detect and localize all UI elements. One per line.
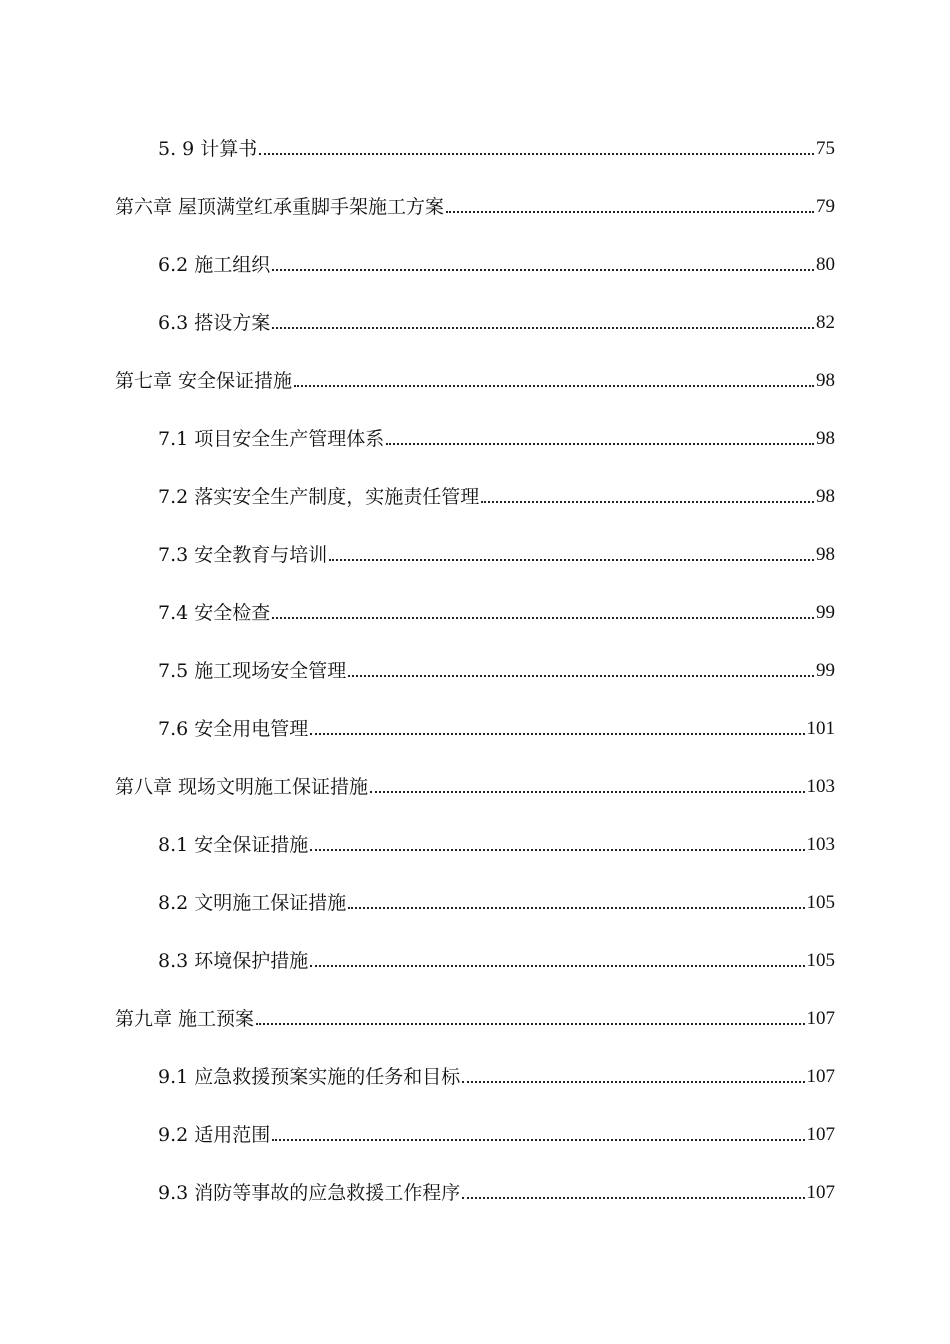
- toc-page-number: 98: [816, 428, 835, 449]
- toc-entry-title: 7.2 落实安全生产制度，实施责任管理: [158, 486, 480, 508]
- toc-dot-leader: [310, 849, 804, 851]
- toc-dot-leader: [370, 791, 804, 793]
- toc-entry-title: 7.4 安全检查: [158, 602, 271, 624]
- toc-entry-title: 7.6 安全用电管理: [158, 718, 309, 740]
- toc-entry-title: 第六章 屋顶满堂红承重脚手架施工方案: [115, 196, 445, 218]
- toc-dot-leader: [462, 1081, 804, 1083]
- toc-page-number: 105: [806, 950, 835, 971]
- toc-dot-leader: [272, 327, 814, 329]
- toc-entry-9-1[interactable]: [158, 1061, 835, 1089]
- toc-entry-title: 第七章 安全保证措施: [115, 370, 293, 392]
- toc-page-number: 103: [806, 834, 835, 855]
- toc-entry-6-3[interactable]: [158, 307, 835, 335]
- toc-dot-leader: [259, 153, 814, 155]
- toc-dot-leader: [348, 907, 804, 909]
- toc-entry-9-2[interactable]: [158, 1119, 835, 1147]
- toc-dot-leader: [310, 733, 804, 735]
- toc-dot-leader: [272, 617, 814, 619]
- toc-dot-leader: [272, 1139, 804, 1141]
- toc-dot-leader: [310, 965, 804, 967]
- toc-page-number: 98: [816, 544, 835, 565]
- toc-entry-8-1[interactable]: [158, 829, 835, 857]
- toc-entry-title: 第九章 施工预案: [115, 1008, 255, 1030]
- toc-page-number: 75: [816, 138, 835, 159]
- toc-entry-title: 9.1 应急救援预案实施的任务和目标: [158, 1066, 461, 1088]
- toc-page-number: 79: [816, 196, 835, 217]
- toc-page-number: 99: [816, 602, 835, 623]
- toc-page-number: 107: [806, 1124, 835, 1145]
- toc-entry-title: 7.3 安全教育与培训: [158, 544, 328, 566]
- toc-entry-chapter-8[interactable]: [115, 771, 835, 799]
- toc-entry-title: 第八章 现场文明施工保证措施: [115, 776, 369, 798]
- toc-page-number: 98: [816, 370, 835, 391]
- toc-page-number: 80: [816, 254, 835, 275]
- toc-entry-chapter-6[interactable]: [115, 191, 835, 219]
- toc-page-number: 107: [806, 1066, 835, 1087]
- toc-dot-leader: [462, 1197, 804, 1199]
- toc-dot-leader: [272, 269, 814, 271]
- toc-entry-chapter-9[interactable]: [115, 1003, 835, 1031]
- toc-page-number: 99: [816, 660, 835, 681]
- toc-entry-7-6[interactable]: [158, 713, 835, 741]
- toc-entry-7-3[interactable]: [158, 539, 835, 567]
- toc-page-number: 98: [816, 486, 835, 507]
- toc-page-number: 82: [816, 312, 835, 333]
- toc-entry-title: 6.3 搭设方案: [158, 312, 271, 334]
- toc-page-number: 101: [806, 718, 835, 739]
- toc-entry-5-9[interactable]: [158, 133, 835, 161]
- toc-dot-leader: [446, 211, 814, 213]
- toc-dot-leader: [294, 385, 814, 387]
- toc-entry-9-3[interactable]: [158, 1177, 835, 1205]
- toc-entry-title: 8.3 环境保护措施: [158, 950, 309, 972]
- toc-entry-title: 9.3 消防等事故的应急救援工作程序: [158, 1182, 461, 1204]
- toc-entry-7-1[interactable]: [158, 423, 835, 451]
- toc-entry-title: 7.5 施工现场安全管理: [158, 660, 347, 682]
- toc-entry-chapter-7[interactable]: [115, 365, 835, 393]
- toc-entry-title: 5. 9 计算书: [158, 138, 258, 160]
- toc-entry-title: 7.1 项目安全生产管理体系: [158, 428, 385, 450]
- toc-page-number: 107: [806, 1182, 835, 1203]
- toc-entry-title: 9.2 适用范围: [158, 1124, 271, 1146]
- toc-dot-leader: [256, 1023, 804, 1025]
- toc-entry-7-5[interactable]: [158, 655, 835, 683]
- toc-entry-6-2[interactable]: [158, 249, 835, 277]
- toc-entry-8-3[interactable]: [158, 945, 835, 973]
- toc-entry-title: 8.1 安全保证措施: [158, 834, 309, 856]
- toc-entry-title: 8.2 文明施工保证措施: [158, 892, 347, 914]
- toc-entry-title: 6.2 施工组织: [158, 254, 271, 276]
- toc-page-number: 107: [806, 1008, 835, 1029]
- toc-entry-7-2[interactable]: [158, 481, 835, 509]
- toc-page-number: 103: [806, 776, 835, 797]
- toc-dot-leader: [481, 501, 814, 503]
- toc-dot-leader: [386, 443, 814, 445]
- toc-entry-8-2[interactable]: [158, 887, 835, 915]
- toc-dot-leader: [348, 675, 814, 677]
- toc-entry-7-4[interactable]: [158, 597, 835, 625]
- toc-page-number: 105: [806, 892, 835, 913]
- toc-dot-leader: [329, 559, 814, 561]
